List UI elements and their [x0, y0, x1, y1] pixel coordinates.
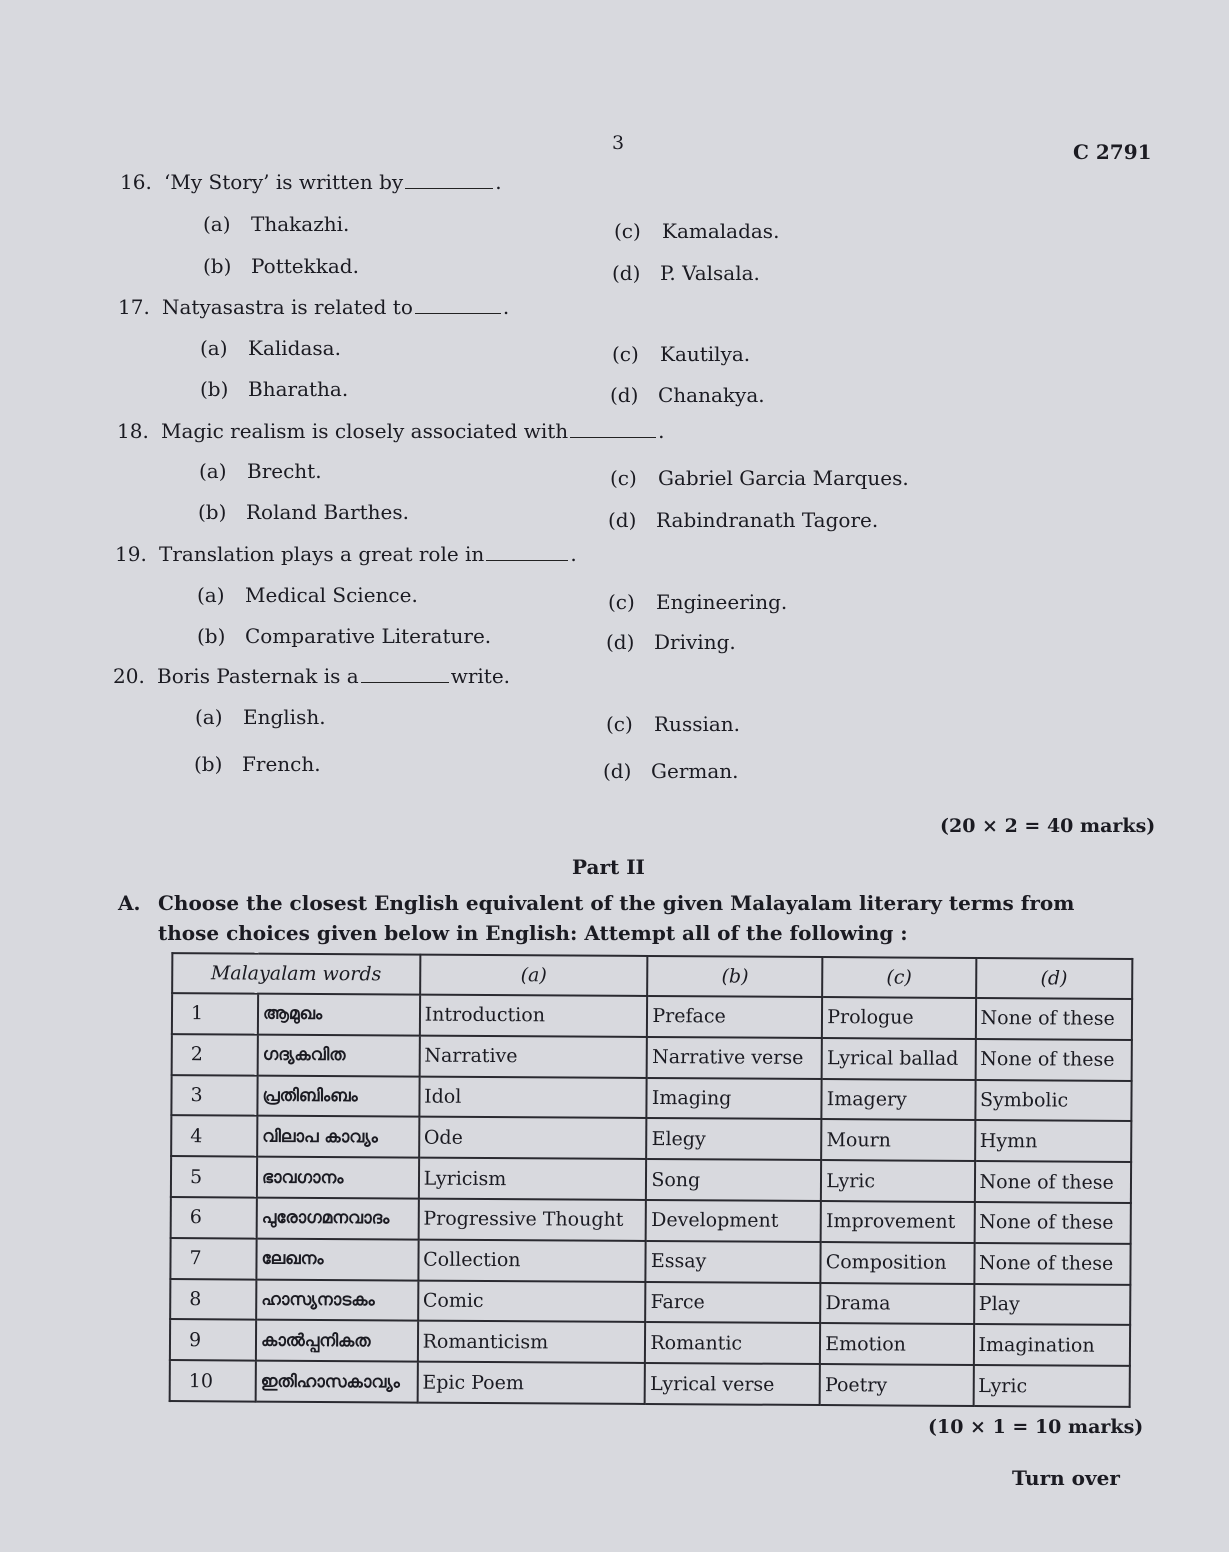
option-text: Pottekkad. — [251, 254, 359, 278]
option-text: German. — [651, 759, 739, 783]
choice-d: None of these — [975, 998, 1132, 1040]
question-17 — [118, 295, 509, 319]
choice-d: None of these — [974, 1202, 1131, 1244]
row-number: 10 — [170, 1360, 256, 1401]
choice-b: Song — [646, 1159, 821, 1201]
choice-b: Imaging — [647, 1078, 822, 1120]
choice-d: Imagination — [973, 1324, 1130, 1366]
question-text-end: write. — [450, 664, 511, 688]
malayalam-word: ഗദ്യകവിത — [258, 1034, 420, 1076]
option-label: (c) — [612, 342, 639, 366]
table-row — [172, 993, 1132, 1040]
table-row — [171, 1156, 1131, 1203]
choice-b: Farce — [646, 1282, 821, 1324]
option-a — [195, 705, 326, 729]
question-text: Natyasastra is related to — [162, 295, 413, 319]
option-text: Kalidasa. — [248, 336, 341, 360]
option-text: P. Valsala. — [660, 261, 760, 285]
choice-b: Romantic — [645, 1322, 820, 1364]
column-header: (a) — [420, 955, 648, 996]
choice-d: Hymn — [975, 1120, 1132, 1162]
choice-a: Romanticism — [418, 1321, 646, 1363]
option-label: (d) — [612, 261, 641, 285]
option-a — [199, 459, 322, 483]
row-number: 2 — [172, 1034, 258, 1075]
option-label: (d) — [603, 759, 632, 783]
option-b — [194, 752, 321, 776]
option-text: Engineering. — [656, 590, 788, 614]
option-a — [200, 336, 341, 360]
choice-d: None of these — [974, 1243, 1131, 1285]
paper-code: C 2791 — [1073, 140, 1152, 164]
choice-b: Essay — [646, 1241, 821, 1283]
choice-a: Idol — [419, 1076, 647, 1118]
option-text: Russian. — [654, 712, 741, 736]
option-a — [203, 212, 349, 236]
option-b — [200, 377, 348, 401]
choice-c: Prologue — [822, 997, 976, 1039]
option-b — [203, 254, 359, 278]
question-text-end: . — [495, 170, 502, 194]
choice-a: Progressive Thought — [418, 1199, 646, 1241]
row-number: 5 — [171, 1156, 257, 1197]
question-19 — [115, 542, 577, 566]
choice-a: Lyricism — [419, 1158, 647, 1200]
section-instruction — [118, 888, 1138, 948]
malayalam-word: പുരോഗമനവാദം — [257, 1198, 419, 1240]
choice-c: Composition — [821, 1242, 975, 1284]
choice-d: Play — [974, 1284, 1131, 1326]
table-row — [170, 1279, 1130, 1326]
question-number: 17. — [118, 295, 150, 319]
question-text: ‘My Story’ is written by — [164, 170, 404, 194]
question-text: Boris Pasternak is a — [157, 664, 359, 688]
option-d — [603, 759, 739, 783]
page-number: 3 — [612, 132, 625, 154]
malayalam-word: ഇതിഹാസകാവ്യം — [256, 1361, 418, 1403]
column-header: (d) — [976, 958, 1133, 999]
row-number: 6 — [171, 1197, 257, 1238]
table-row — [171, 1075, 1131, 1122]
option-label: (d) — [606, 630, 635, 654]
row-number: 3 — [171, 1075, 257, 1116]
option-c — [612, 342, 750, 366]
option-label: (c) — [614, 219, 641, 243]
answer-blank — [570, 423, 656, 438]
option-label: (a) — [203, 212, 231, 236]
option-label: (c) — [608, 590, 635, 614]
choice-a: Epic Poem — [417, 1362, 645, 1404]
column-header: (c) — [822, 957, 976, 998]
option-text: Chanakya. — [658, 383, 765, 407]
choice-d: Symbolic — [975, 1080, 1132, 1122]
choice-b: Development — [646, 1200, 821, 1242]
option-label: (b) — [197, 624, 226, 648]
option-text: Rabindranath Tagore. — [656, 508, 879, 532]
part2-marks: (10 × 1 = 10 marks) — [928, 1416, 1144, 1438]
choice-a: Introduction — [420, 995, 648, 1037]
option-d — [610, 383, 765, 407]
question-number: 20. — [113, 664, 145, 688]
answer-blank — [405, 174, 493, 189]
option-text: Kamaladas. — [662, 219, 780, 243]
choice-c: Poetry — [820, 1364, 974, 1406]
option-b — [198, 500, 409, 524]
question-text: Magic realism is closely associated with — [161, 419, 569, 443]
malayalam-word: ഭാവഗാനം — [257, 1157, 419, 1199]
choice-c: Improvement — [821, 1201, 975, 1243]
choice-b: Elegy — [647, 1118, 822, 1160]
choice-c: Imagery — [822, 1079, 976, 1121]
question-number: 19. — [115, 542, 147, 566]
terms-table — [169, 952, 1134, 1408]
choice-a: Narrative — [419, 1035, 647, 1077]
choice-b: Preface — [647, 996, 822, 1038]
option-c — [608, 590, 787, 614]
choice-b: Narrative verse — [647, 1037, 822, 1079]
option-text: English. — [243, 705, 326, 729]
row-number: 1 — [172, 993, 258, 1034]
option-label: (b) — [200, 377, 229, 401]
row-number: 7 — [170, 1238, 256, 1279]
section-label: A. — [118, 891, 141, 915]
choice-c: Lyrical ballad — [822, 1038, 976, 1080]
option-text: French. — [242, 752, 321, 776]
option-text: Gabriel Garcia Marques. — [658, 466, 909, 490]
malayalam-word: ആമുഖം — [258, 994, 420, 1036]
choice-d: None of these — [974, 1161, 1131, 1203]
choice-c: Emotion — [820, 1323, 974, 1365]
option-text: Brecht. — [247, 459, 322, 483]
option-label: (a) — [195, 705, 223, 729]
malayalam-word: ഹാസ്യനാടകം — [256, 1279, 418, 1321]
option-label: (b) — [203, 254, 232, 278]
row-number: 4 — [171, 1115, 257, 1156]
option-text: Driving. — [654, 630, 736, 654]
malayalam-word: പ്രതിബിംബം — [257, 1075, 419, 1117]
table-row — [172, 1034, 1132, 1081]
choice-b: Lyrical verse — [645, 1363, 820, 1405]
option-d — [612, 261, 760, 285]
instruction-text: Choose the closest English equivalent of the given Malayalam literary terms from those choices given below in English: Attempt all of the following : — [158, 891, 1075, 945]
choice-d: Lyric — [973, 1365, 1130, 1407]
table-row — [170, 1319, 1130, 1366]
option-a — [197, 583, 418, 607]
option-c — [606, 712, 740, 736]
option-label: (a) — [197, 583, 225, 607]
part1-marks: (20 × 2 = 40 marks) — [940, 815, 1156, 837]
malayalam-word: വിലാപ കാവ്യം — [257, 1116, 419, 1158]
option-label: (b) — [194, 752, 223, 776]
table-row — [171, 1197, 1131, 1244]
option-label: (a) — [199, 459, 227, 483]
option-label: (c) — [606, 712, 633, 736]
choice-d: None of these — [975, 1039, 1132, 1081]
option-label: (c) — [610, 466, 637, 490]
option-c — [610, 466, 909, 490]
column-header: (b) — [648, 956, 823, 997]
question-text-end: . — [658, 419, 665, 443]
option-d — [606, 630, 736, 654]
choice-a: Collection — [418, 1239, 646, 1281]
option-text: Comparative Literature. — [245, 624, 492, 648]
option-d — [608, 508, 878, 532]
table-header-row — [172, 953, 1132, 999]
column-header: Malayalam words — [172, 953, 420, 995]
option-label: (d) — [608, 508, 637, 532]
question-number: 16. — [120, 170, 152, 194]
malayalam-word: ലേഖനം — [256, 1238, 418, 1280]
answer-blank — [415, 299, 501, 314]
choice-c: Drama — [820, 1283, 974, 1325]
option-text: Kautilya. — [660, 342, 751, 366]
question-text-end: . — [570, 542, 577, 566]
question-20 — [113, 664, 510, 688]
option-text: Medical Science. — [245, 583, 418, 607]
option-label: (d) — [610, 383, 639, 407]
question-18 — [117, 419, 665, 443]
question-text: Translation plays a great role in — [159, 542, 485, 566]
option-label: (b) — [198, 500, 227, 524]
row-number: 9 — [170, 1319, 256, 1360]
choice-a: Ode — [419, 1117, 647, 1159]
option-text: Bharatha. — [248, 377, 349, 401]
answer-blank — [486, 546, 568, 561]
option-label: (a) — [200, 336, 228, 360]
table-row — [170, 1360, 1130, 1407]
option-text: Thakazhi. — [251, 212, 350, 236]
table-row — [170, 1238, 1130, 1285]
row-number: 8 — [170, 1279, 256, 1320]
answer-blank — [361, 668, 449, 683]
choice-c: Mourn — [821, 1119, 975, 1161]
choice-a: Comic — [418, 1280, 646, 1322]
part-title: Part II — [572, 855, 645, 879]
option-b — [197, 624, 491, 648]
malayalam-word: കാൽപ്പനികത — [256, 1320, 418, 1362]
question-16 — [120, 170, 502, 194]
option-c — [614, 219, 779, 243]
turn-over: Turn over — [1012, 1466, 1120, 1490]
choice-c: Lyric — [821, 1160, 975, 1202]
option-text: Roland Barthes. — [246, 500, 410, 524]
table-row — [171, 1115, 1131, 1162]
question-number: 18. — [117, 419, 149, 443]
question-text-end: . — [502, 295, 510, 319]
